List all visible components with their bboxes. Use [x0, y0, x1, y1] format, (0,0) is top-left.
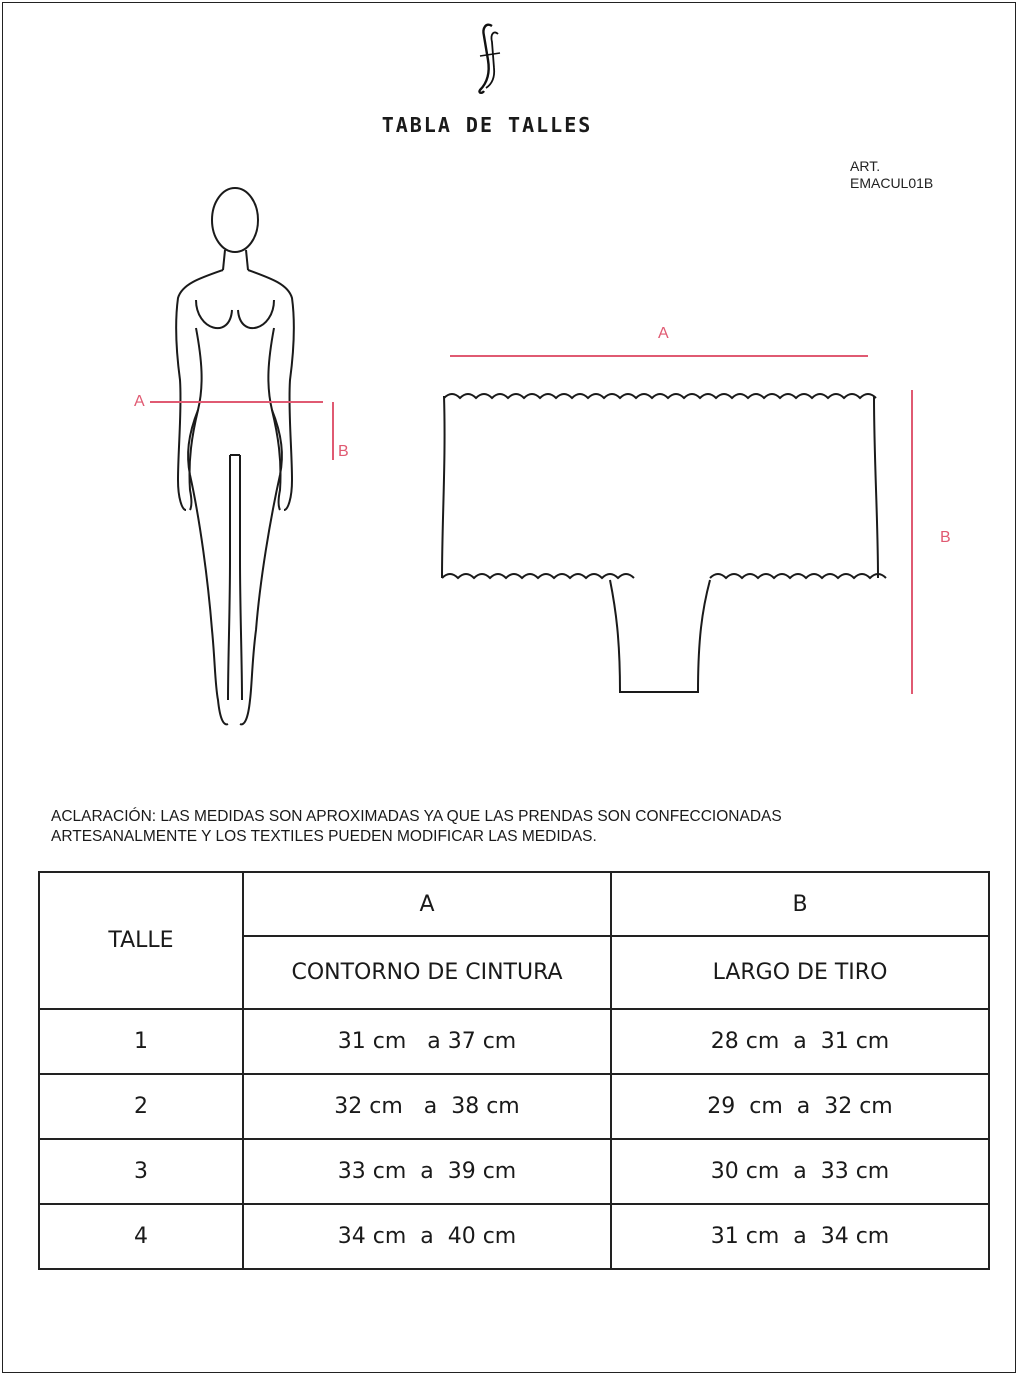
garment-outline	[442, 394, 886, 692]
disclaimer-note	[51, 807, 782, 847]
size-cell: 1	[39, 1009, 243, 1074]
disclaimer-line-1: ACLARACIÓN: LAS MEDIDAS SON APROXIMADAS YA QUE LAS PRENDAS SON CONFECCIONADAS	[51, 808, 782, 825]
col-a-letter: A	[243, 872, 611, 936]
brand-logo	[470, 20, 506, 100]
waist-cell: 32 cm a 38 cm	[243, 1074, 611, 1139]
size-cell: 3	[39, 1139, 243, 1204]
body-outline	[176, 188, 293, 724]
size-cell: 2	[39, 1074, 243, 1139]
rise-cell: 28 cm a 31 cm	[611, 1009, 989, 1074]
rise-cell: 31 cm a 34 cm	[611, 1204, 989, 1269]
col-b-letter: B	[611, 872, 989, 936]
col-a-name: CONTORNO DE CINTURA	[243, 936, 611, 1009]
article-info	[850, 158, 933, 192]
waist-cell: 31 cm a 37 cm	[243, 1009, 611, 1074]
size-cell: 4	[39, 1204, 243, 1269]
table-row	[39, 1204, 989, 1269]
table-row	[39, 1074, 989, 1139]
rise-cell: 30 cm a 33 cm	[611, 1139, 989, 1204]
disclaimer-line-2: ARTESANALMENTE Y LOS TEXTILES PUEDEN MODIFICAR LAS MEDIDAS.	[51, 828, 597, 845]
col-b-name: LARGO DE TIRO	[611, 936, 989, 1009]
measure-a-label: A	[134, 393, 145, 410]
waist-cell: 34 cm a 40 cm	[243, 1204, 611, 1269]
body-figure-diagram	[120, 180, 380, 740]
table-row	[39, 1009, 989, 1074]
garment-diagram	[420, 310, 980, 710]
article-code: EMACUL01B	[850, 175, 934, 191]
measure-b-label: B	[338, 443, 349, 460]
size-header: TALLE	[39, 872, 243, 1009]
waist-cell: 33 cm a 39 cm	[243, 1139, 611, 1204]
table-row	[39, 1139, 989, 1204]
garment-measure-a-label: A	[658, 325, 669, 342]
garment-measure-b-label: B	[940, 529, 951, 546]
table-header-row	[39, 872, 989, 936]
size-table	[38, 871, 990, 1270]
page-title: TABLA DE TALLES	[381, 113, 593, 137]
article-label: ART.	[850, 158, 881, 174]
rise-cell: 29 cm a 32 cm	[611, 1074, 989, 1139]
